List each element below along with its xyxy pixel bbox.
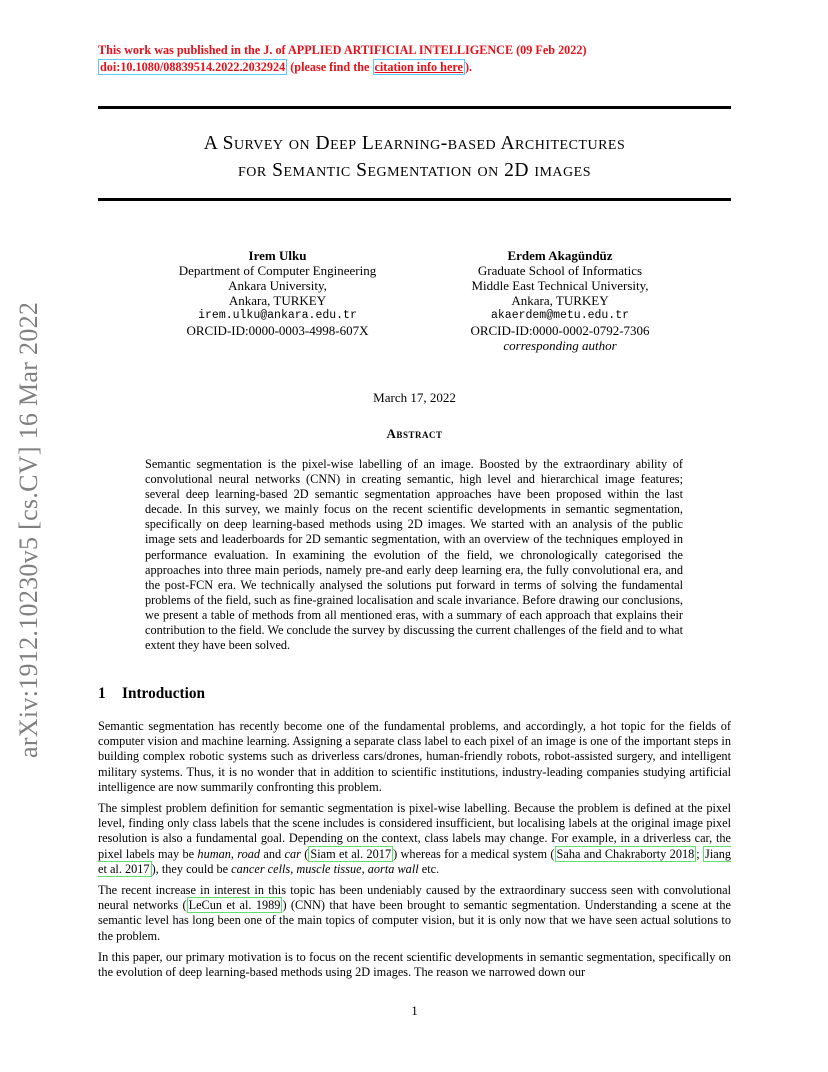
author-affiliation: Graduate School of Informatics <box>477 263 643 278</box>
paper-title <box>98 130 731 184</box>
text-run: ) whereas for a medical system ( <box>393 846 555 861</box>
citation-link[interactable]: Saha and Chakraborty 2018 <box>556 846 695 861</box>
paragraph: In this paper, our primary motivation is to focus on the recent scientific developments in semantic segmentation, specifically on the evolution of deep learning-based methods using 2D images. The reason we narrowed down our <box>98 949 731 980</box>
text-run: and <box>260 846 285 861</box>
author-orcid: ORCID-ID:0000-0002-0792-7306 <box>470 323 650 338</box>
author-email[interactable]: irem.ulku@ankara.edu.tr <box>198 309 357 322</box>
publication-line: This work was published in the J. of APPLIED ARTIFICIAL INTELLIGENCE (09 Feb 2022) <box>98 43 587 57</box>
abstract-text: Semantic segmentation is the pixel-wise labelling of an image. Boosted by the extraordinary ability of convolutional neural networks (CNN) in creating semantic, high level and hierarchical image features; several deep learning-based 2D semantic segmentation approaches have been proposed within the last decade. In this survey, we mainly focus on the recent scientific developments in semantic segmentation, specifically on deep learning-based methods using 2D images. We started with an analysis of the public image sets and leaderboards for 2D semantic segmentation, with an overview of the techniques employed in performance evaluation. In examining the evolution of the field, we chronologically categorised the approaches into three main periods, namely pre-and early deep learning era, the fully convolutional era, and the post-FCN era. We technically analysed the solutions put forward in terms of solving the fundamental problems of the field, such as fine-grained localisation and scale invariance. Before drawing our conclusions, we present a table of methods from all mentioned eras, with a summary of each approach that explains their contribution to the field. We conclude the survey by discussing the current challenges of the field and to what extent they have been solved. <box>145 457 683 653</box>
emphasis: human, road <box>197 846 261 861</box>
doi-link[interactable]: doi:10.1080/08839514.2022.2032924 <box>100 60 286 74</box>
author-email[interactable]: akaerdem@metu.edu.tr <box>490 309 630 322</box>
author-affiliation: Department of Computer Engineering <box>178 263 377 278</box>
text-run: The simplest problem definition for semantic segmentation is pixel-wise labelling. Because the problem is defined at the pixel level, finding only class labels that the scene includes is considered insufficient, but localising labels at the original image pixel resolution is also a fundamental goal. Depending on the context, class labels may change. For example, in a driverless car, the pixel labels may be <box>98 801 731 861</box>
author-affiliation: Middle East Technical University, <box>471 278 649 293</box>
author-affiliation: Ankara University, <box>228 278 327 293</box>
text-run: ), they could be <box>151 861 232 876</box>
section-heading <box>98 685 205 703</box>
notice-paren-open: (please find the <box>287 60 373 74</box>
text-run: The recent increase in interest in this topic has been undeniably caused by the extraordinary success seen with convolutional neural networks ( <box>98 883 731 913</box>
title-line-2: for Semantic Segmentation on 2D images <box>238 160 591 181</box>
author-name: Erdem Akagündüz <box>507 248 613 263</box>
section-number: 1 <box>98 685 106 702</box>
notice-paren-close: ). <box>464 60 473 74</box>
emphasis: car <box>284 846 301 861</box>
text-run: ( <box>300 846 309 861</box>
paragraph: Semantic segmentation has recently become one of the fundamental problems, and accordingly, a hot topic for the fields of computer vision and machine learning. Assigning a separate class label to each pixel of an image is one of the important steps in building complex robotic systems such as driverless cars/drones, human-friendly robots, robot-assisted surgery, and intelligent military systems. Thus, it is no wonder that in addition to scientific institutions, industry-leading companies studying artificial intelligence are now summarily confronting this problem. <box>98 719 731 794</box>
paper-date: March 17, 2022 <box>373 390 456 405</box>
emphasis: cancer cells, muscle tissue, aorta wall <box>231 861 419 876</box>
author-block-1 <box>160 248 395 338</box>
publication-notice <box>98 42 587 76</box>
author-block-2 <box>440 248 680 353</box>
text-run: ; <box>696 846 704 861</box>
title-top-rule <box>98 106 731 109</box>
title-line-1: A Survey on Deep Learning-based Architectures <box>203 133 626 154</box>
corresponding-author-note: corresponding author <box>503 338 617 353</box>
title-bottom-rule <box>98 198 731 201</box>
text-run: ) (CNN) that have been brought to semantic segmentation. Understanding a scene at the semantic level has long been one of the main topics of computer vision, but it is only now that we have seen actual solutions to the problem. <box>98 898 732 943</box>
text-run: etc. <box>418 861 440 876</box>
page-number: 1 <box>411 1003 418 1018</box>
paragraph <box>98 801 731 877</box>
citation-info-link[interactable]: citation info here <box>374 60 463 74</box>
paragraph <box>98 883 731 944</box>
citation-link[interactable]: Jiang et al. 2017 <box>98 846 731 876</box>
citation-link[interactable]: LeCun et al. 1989 <box>188 898 281 913</box>
abstract-heading: Abstract <box>386 426 443 441</box>
author-orcid: ORCID-ID:0000-0003-4998-607X <box>186 323 369 338</box>
author-name: Irem Ulku <box>248 248 307 263</box>
arxiv-identifier: arXiv:1912.10230v5 [cs.CV] 16 Mar 2022 <box>14 301 43 758</box>
citation-link[interactable]: Siam et al. 2017 <box>310 846 392 861</box>
author-location: Ankara, TURKEY <box>511 293 609 308</box>
section-title: Introduction <box>122 685 206 702</box>
author-location: Ankara, TURKEY <box>228 293 327 308</box>
body-text <box>98 719 731 986</box>
